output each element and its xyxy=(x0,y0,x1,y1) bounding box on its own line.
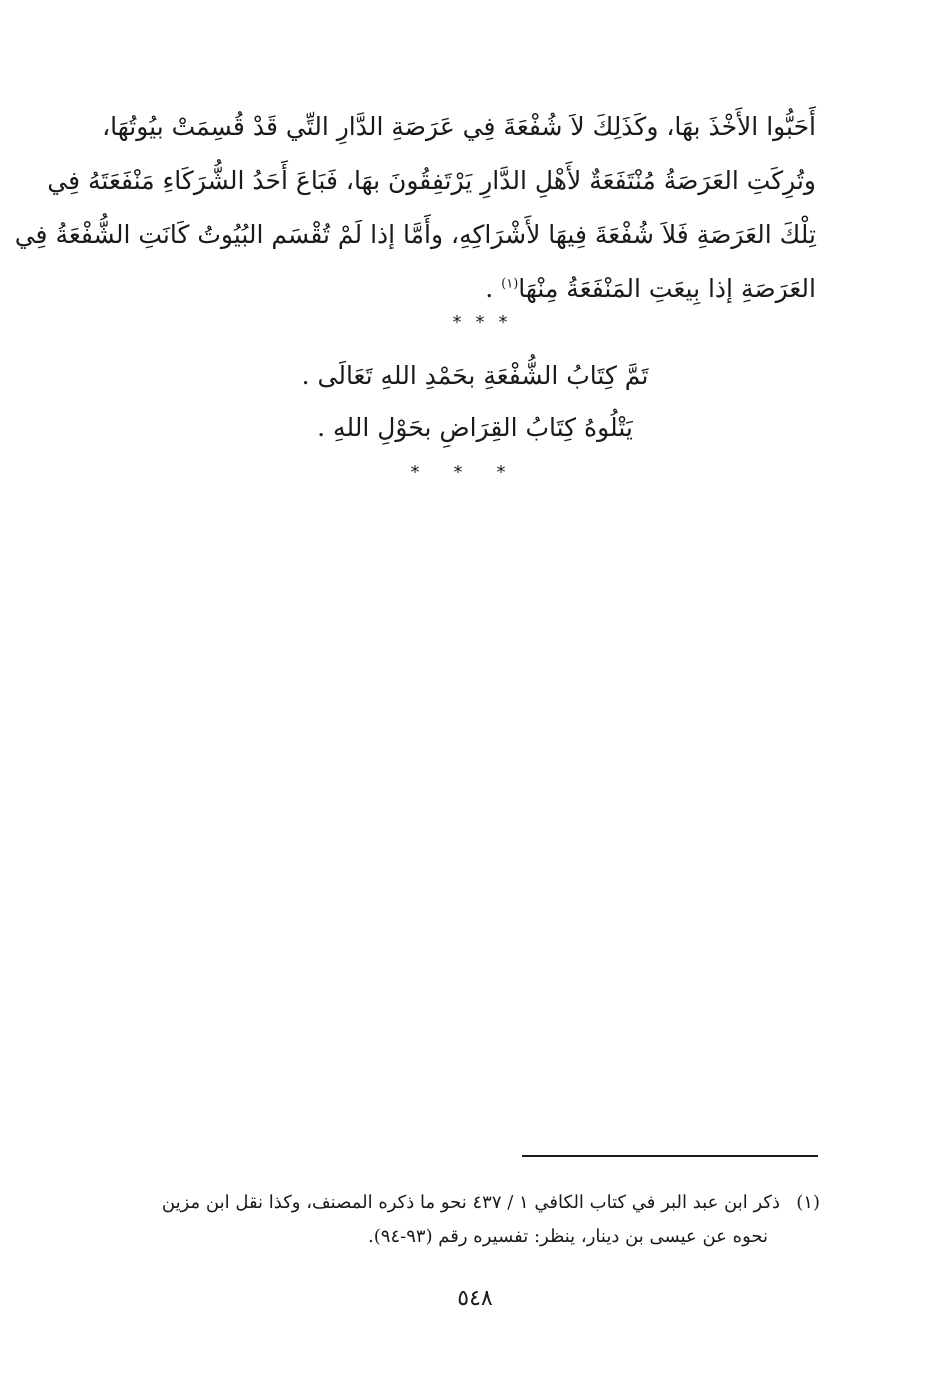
text-line: أَحَبُّوا الأَخْذَ بهَا، وكَذَلِكَ لاَ شُفْعَةَ فِي عَرَصَةِ الدَّارِ التِّي قَدْ قُسِمَتْ بيُوتُهَا، xyxy=(102,112,816,141)
text-line: وتُرِكَتِ العَرَصَةُ مُنْتَفَعَةٌ لأَهْلِ الدَّارِ يَرْتَفِقُونَ بهَا، فَبَاعَ أَحَدُ الشُّرَكَاءِ مَنْفَعَتَهُ فِي xyxy=(47,166,816,195)
section-separator-top: *** xyxy=(452,312,522,333)
text-line-last xyxy=(104,262,816,316)
closing-line-1: تَمَّ كِتَابُ الشُّفْعَةِ بحَمْدِ اللهِ تَعَالَى . xyxy=(301,361,649,390)
closing-line-2: يَتْلُوهُ كِتَابُ القِرَاضِ بحَوْلِ اللهِ . xyxy=(317,413,633,442)
text-line: تِلْكَ العَرَصَةِ فَلاَ شُفْعَةَ فِيهَا لأَشْرَاكِهِ، وأَمَّا إذا لَمْ تُقْسَم البُيُوتُ كَانَتِ الشُّفْعَةُ فِي xyxy=(14,220,816,249)
footnote-reference: (١) xyxy=(501,276,519,292)
main-text xyxy=(14,100,816,316)
footnote-text-1: ذكر ابن عبد البر في كتاب الكافي ١ / ٤٣٧ نحو ما ذكره المصنف، وكذا نقل ابن مزين xyxy=(161,1192,780,1213)
footnote-number: (١) xyxy=(796,1192,820,1213)
page-number: ٥٤٨ xyxy=(457,1286,493,1311)
footnote-line-2: نحوه عن عيسى بن دينار، ينظر: تفسيره رقم (٩٣-٩٤). xyxy=(368,1226,768,1247)
footnote-divider xyxy=(522,1155,818,1157)
text-line-end: . xyxy=(485,274,502,303)
footnote xyxy=(104,1186,820,1254)
section-separator-bottom: *** xyxy=(410,462,540,483)
text-line-content: العَرَصَةِ إذا بِيعَتِ المَنْفَعَةُ مِنْهَا xyxy=(518,274,816,303)
footnote-line-1 xyxy=(104,1186,820,1220)
